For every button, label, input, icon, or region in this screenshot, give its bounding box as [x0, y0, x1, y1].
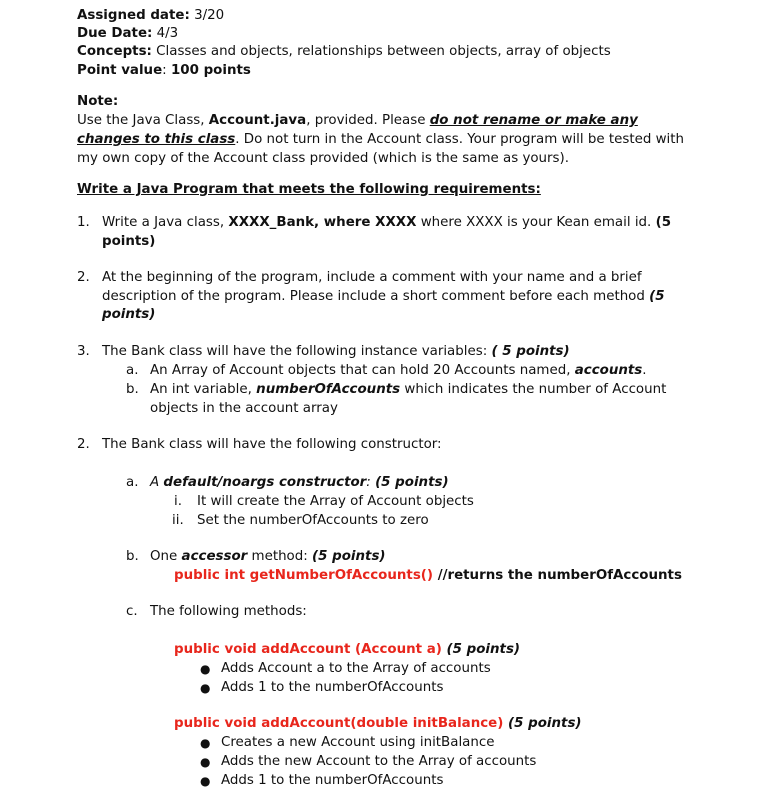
methods-c-label: c.	[126, 604, 138, 619]
item-1-line-1: Write a Java class, XXXX_Bank, where XXXX where XXXX is your Kean email id. (5	[102, 215, 672, 230]
point-value: Point value: 100 points	[77, 63, 251, 78]
item-1-number: 1.	[77, 215, 90, 230]
item-4-line-1: The Bank class will have the following constructor:	[102, 437, 442, 452]
bullet-icon: ●	[200, 755, 211, 769]
due-date: Due Date: 4/3	[77, 26, 179, 41]
item-2-number: 2.	[77, 270, 90, 285]
method-1-bullet-2: Adds 1 to the numberOfAccounts	[221, 680, 444, 695]
concepts: Concepts: Classes and objects, relationships between objects, array of objects	[77, 44, 611, 59]
constructor-a-text: A default/noargs constructor: (5 points)	[150, 475, 449, 490]
item-4-number: 2.	[77, 437, 90, 452]
item-2-line-3: points)	[102, 307, 156, 322]
constructor-a-ii: Set the numberOfAccounts to zero	[197, 513, 429, 528]
item-3-number: 3.	[77, 344, 90, 359]
item-2-line-1: At the beginning of the program, include a comment with your name and a brief	[102, 270, 642, 285]
bullet-icon: ●	[200, 736, 211, 750]
item-3b-text-2: objects in the account array	[150, 401, 338, 416]
bullet-icon: ●	[200, 681, 211, 695]
item-1-line-2: points)	[102, 234, 156, 249]
constructor-a-i: It will create the Array of Account objects	[197, 494, 474, 509]
item-3a-text: An Array of Account objects that can hold 20 Accounts named, accounts.	[150, 363, 647, 378]
method-1-signature: public void addAccount (Account a) (5 points)	[174, 642, 521, 657]
item-3-line-1: The Bank class will have the following instance variables: ( 5 points)	[102, 344, 570, 359]
item-3a-label: a.	[126, 363, 139, 378]
note-title: Note:	[77, 94, 119, 109]
item-3b-text: An int variable, numberOfAccounts which indicates the number of Account	[150, 382, 667, 397]
note-line-3: my own copy of the Account class provided (which is the same as yours).	[77, 151, 570, 166]
constructor-a-label: a.	[126, 475, 139, 490]
bullet-icon: ●	[200, 662, 211, 676]
accessor-b-label: b.	[126, 549, 139, 564]
item-2-line-2: description of the program. Please include a short comment before each method (5	[102, 289, 665, 304]
method-2-bullet-2: Adds the new Account to the Array of accounts	[221, 754, 537, 769]
constructor-a-ii-label: ii.	[172, 513, 184, 528]
accessor-signature: public int getNumberOfAccounts() //returns the numberOfAccounts	[174, 568, 682, 583]
note-line-1: Use the Java Class, Account.java, provided. Please do not rename or make any	[77, 113, 638, 128]
requirements-heading: Write a Java Program that meets the following requirements:	[77, 182, 541, 197]
method-2-bullet-3: Adds 1 to the numberOfAccounts	[221, 773, 444, 788]
accessor-b-text: One accessor method: (5 points)	[150, 549, 386, 564]
method-2-signature: public void addAccount(double initBalance) (5 points)	[174, 716, 582, 731]
method-2-bullet-1: Creates a new Account using initBalance	[221, 735, 495, 750]
methods-c-text: The following methods:	[150, 604, 307, 619]
constructor-a-i-label: i.	[174, 494, 182, 509]
item-3b-label: b.	[126, 382, 139, 397]
method-1-bullet-1: Adds Account a to the Array of accounts	[221, 661, 491, 676]
bullet-icon: ●	[200, 774, 211, 788]
note-line-2: changes to this class. Do not turn in the Account class. Your program will be tested with	[77, 132, 684, 147]
assigned-date: Assigned date: 3/20	[77, 8, 225, 23]
